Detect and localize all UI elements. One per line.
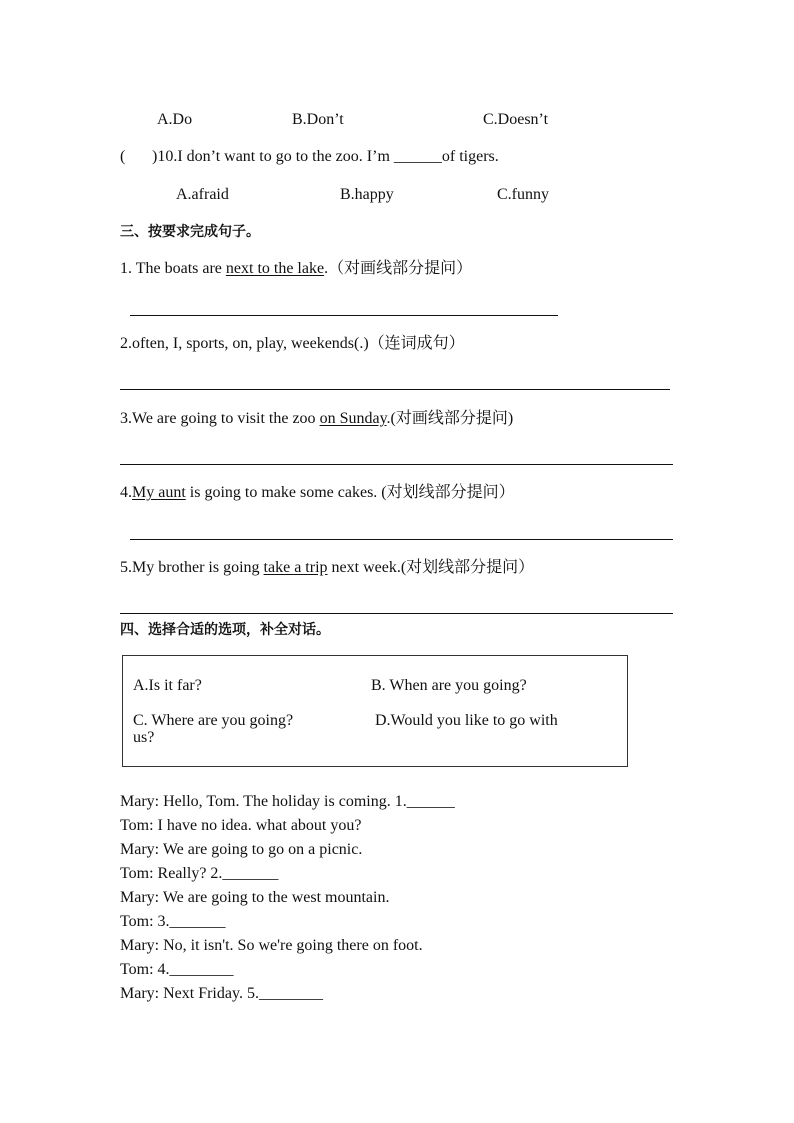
q10-text-after: of tigers. xyxy=(441,148,499,165)
q9-option-a: A.Do xyxy=(157,111,193,128)
s3-item-3 xyxy=(120,411,513,427)
dialogue-line-5: Mary: We are going to the west mountain. xyxy=(120,889,390,906)
dialogue-line-8: Tom: 4.________ xyxy=(120,961,234,978)
s3-item-1-prefix: 1. The boats are xyxy=(120,260,226,277)
s3-item-1-suffix: .（对画线部分提问） xyxy=(324,260,473,277)
s3-item-1-underlined: next to the lake xyxy=(225,260,325,277)
q10-blank: ______ xyxy=(393,148,442,165)
option-a: A.Is it far? xyxy=(133,677,202,694)
s3-item-4-underlined: My aunt xyxy=(132,484,186,501)
dialogue-line-4: Tom: Really? 2._______ xyxy=(120,865,279,882)
question-10 xyxy=(152,149,499,165)
s3-item-4-suffix: is going to make some cakes. (对划线部分提问） xyxy=(185,484,515,501)
option-d: D.Would you like to go with xyxy=(375,712,558,729)
s3-item-1 xyxy=(120,261,472,277)
option-c: C. Where are you going? xyxy=(133,712,294,729)
option-b: B. When are you going? xyxy=(371,677,527,694)
options-box xyxy=(122,655,628,767)
answer-line-4[interactable] xyxy=(130,539,673,540)
s3-item-2 xyxy=(120,336,465,352)
answer-line-5[interactable] xyxy=(120,613,673,614)
s3-item-5-suffix: next week.(对划线部分提问） xyxy=(327,559,535,576)
s3-item-5 xyxy=(120,560,534,576)
dialogue-line-7: Mary: No, it isn't. So we're going there on foot. xyxy=(120,937,423,954)
section4-heading: 四、选择合适的选项，补全对话。 xyxy=(120,622,330,638)
s3-item-4-prefix: 4. xyxy=(120,484,132,501)
q10-paren-open: ( xyxy=(120,148,126,165)
q10-text-before: 10.I don’t want to go to the zoo. I’m xyxy=(157,148,394,165)
q10-option-c: C.funny xyxy=(497,186,549,203)
answer-line-2[interactable] xyxy=(120,389,670,390)
s3-item-2-prefix: 2.often, I, sports, on, play, weekends(.)（连词成句） xyxy=(120,335,465,352)
dialogue-line-9: Mary: Next Friday. 5.________ xyxy=(120,985,323,1002)
s3-item-4 xyxy=(120,485,515,501)
s3-item-3-suffix: .(对画线部分提问) xyxy=(386,410,514,427)
answer-line-3[interactable] xyxy=(120,464,673,465)
s3-item-3-prefix: 3.We are going to visit the zoo xyxy=(120,410,320,427)
q10-option-a: A.afraid xyxy=(176,186,229,203)
q10-close-paren: ) xyxy=(152,148,158,165)
option-d-continued: us? xyxy=(133,729,155,746)
q9-option-b: B.Don’t xyxy=(292,111,344,128)
q10-option-b: B.happy xyxy=(340,186,394,203)
dialogue-line-1: Mary: Hello, Tom. The holiday is coming. 1.______ xyxy=(120,793,455,810)
section3-heading: 三、按要求完成句子。 xyxy=(120,224,260,240)
dialogue-line-2: Tom: I have no idea. what about you? xyxy=(120,817,362,834)
dialogue-line-3: Mary: We are going to go on a picnic. xyxy=(120,841,363,858)
s3-item-5-prefix: 5.My brother is going xyxy=(120,559,264,576)
answer-line-1[interactable] xyxy=(130,315,558,316)
s3-item-5-underlined: take a trip xyxy=(263,559,328,576)
q9-option-c: C.Doesn’t xyxy=(483,111,549,128)
s3-item-3-underlined: on Sunday xyxy=(319,410,387,427)
dialogue-line-6: Tom: 3._______ xyxy=(120,913,226,930)
